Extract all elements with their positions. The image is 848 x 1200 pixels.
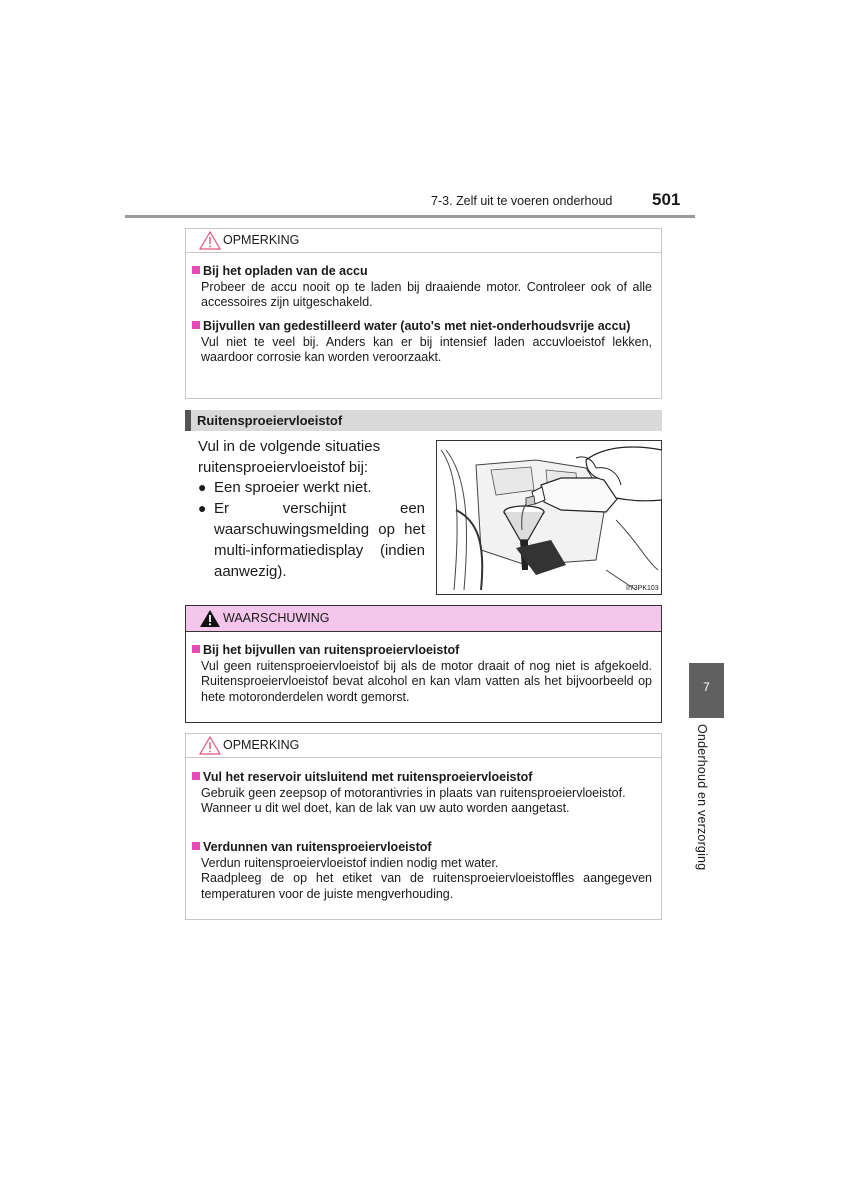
pink-square-icon (192, 645, 200, 653)
bullet-item (198, 498, 425, 582)
notice-item-text: Wanneer u dit wel doet, kan de lak van uw auto worden aangetast. (201, 801, 570, 815)
warning-title: WAARSCHUWING (223, 611, 330, 625)
caution-triangle-icon (199, 231, 221, 250)
pink-square-icon (192, 772, 200, 780)
section-heading-marker (185, 410, 191, 431)
warning-header (186, 606, 661, 632)
notice-item-heading: Bijvullen van gedestilleerd water (auto's met niet-onderhoudsvrije accu) (203, 319, 631, 333)
notice-box-washer-fluid (185, 733, 662, 920)
notice-box-battery (185, 228, 662, 399)
bullet-dot-icon: ● (198, 500, 207, 516)
section-title: Ruitensproeiervloeistof (197, 413, 343, 428)
pink-square-icon (192, 321, 200, 329)
notice-title: OPMERKING (223, 233, 300, 247)
notice-item-text: Gebruik geen zeepsop of motorantivries in plaats van ruitensproeiervloeistof. (201, 785, 626, 800)
page-number: 501 (652, 190, 681, 209)
warning-item-text: Vul geen ruitensproeiervloeistof bij als de motor draait of nog niet is afgekoeld. Ruitensproeiervloeistof bevat alcohol en kan vlam vatten als het bijvoorbeeld op hete motoronderdelen wordt gemorst. (201, 658, 652, 704)
warning-box (185, 605, 662, 723)
pink-square-icon (192, 842, 200, 850)
notice-item (192, 770, 652, 817)
warning-triangle-icon (199, 609, 221, 628)
notice-header (186, 229, 661, 253)
running-header-section: 7-3. Zelf uit te voeren onderhoud (431, 194, 613, 208)
illustration-code: II73PK103 (626, 585, 659, 592)
notice-item (192, 264, 652, 311)
warning-item (192, 643, 652, 705)
section-intro: Vul in de volgende situaties ruitensproeiervloeistof bij: (198, 438, 381, 476)
bullet-text: Een sproeier werkt niet. (214, 479, 372, 496)
bullet-text: Er verschijnt een waarschuwingsmelding op het multi-informatiedisplay (indien aanwezig). (214, 500, 425, 580)
washer-fluid-illustration (436, 440, 662, 595)
notice-item (192, 319, 652, 366)
warning-item-heading: Bij het bijvullen van ruitensproeiervloeistof (203, 643, 460, 657)
bullet-dot-icon: ● (198, 479, 207, 495)
notice-item-text: Probeer de accu nooit op te laden bij draaiende motor. Controleer ook of alle accessoires zijn uitgeschakeld. (201, 279, 652, 309)
notice-item-text: Verdun ruitensproeiervloeistof indien nodig met water. (201, 855, 499, 870)
notice-item-heading: Bij het opladen van de accu (203, 264, 368, 278)
notice-item (192, 840, 652, 902)
notice-item-text: Vul niet te veel bij. Anders kan er bij intensief laden accuvloeistof lekken, waardoor corrosie kan worden veroorzaakt. (201, 334, 652, 364)
notice-item-text: Raadpleeg de op het etiket van de ruitensproeiervloeistoffles aangegeven temperaturen voor de juiste mengverhouding. (201, 871, 652, 901)
bullet-item (198, 477, 425, 498)
chapter-number: 7 (703, 680, 710, 694)
pink-square-icon (192, 266, 200, 274)
notice-item-heading: Vul het reservoir uitsluitend met ruitensproeiervloeistof (203, 770, 533, 784)
notice-header (186, 734, 661, 758)
header-rule (125, 215, 695, 218)
caution-triangle-icon (199, 736, 221, 755)
notice-title: OPMERKING (223, 738, 300, 752)
notice-item-heading: Verdunnen van ruitensproeiervloeistof (203, 840, 432, 854)
chapter-label: Onderhoud en verzorging (695, 724, 709, 871)
